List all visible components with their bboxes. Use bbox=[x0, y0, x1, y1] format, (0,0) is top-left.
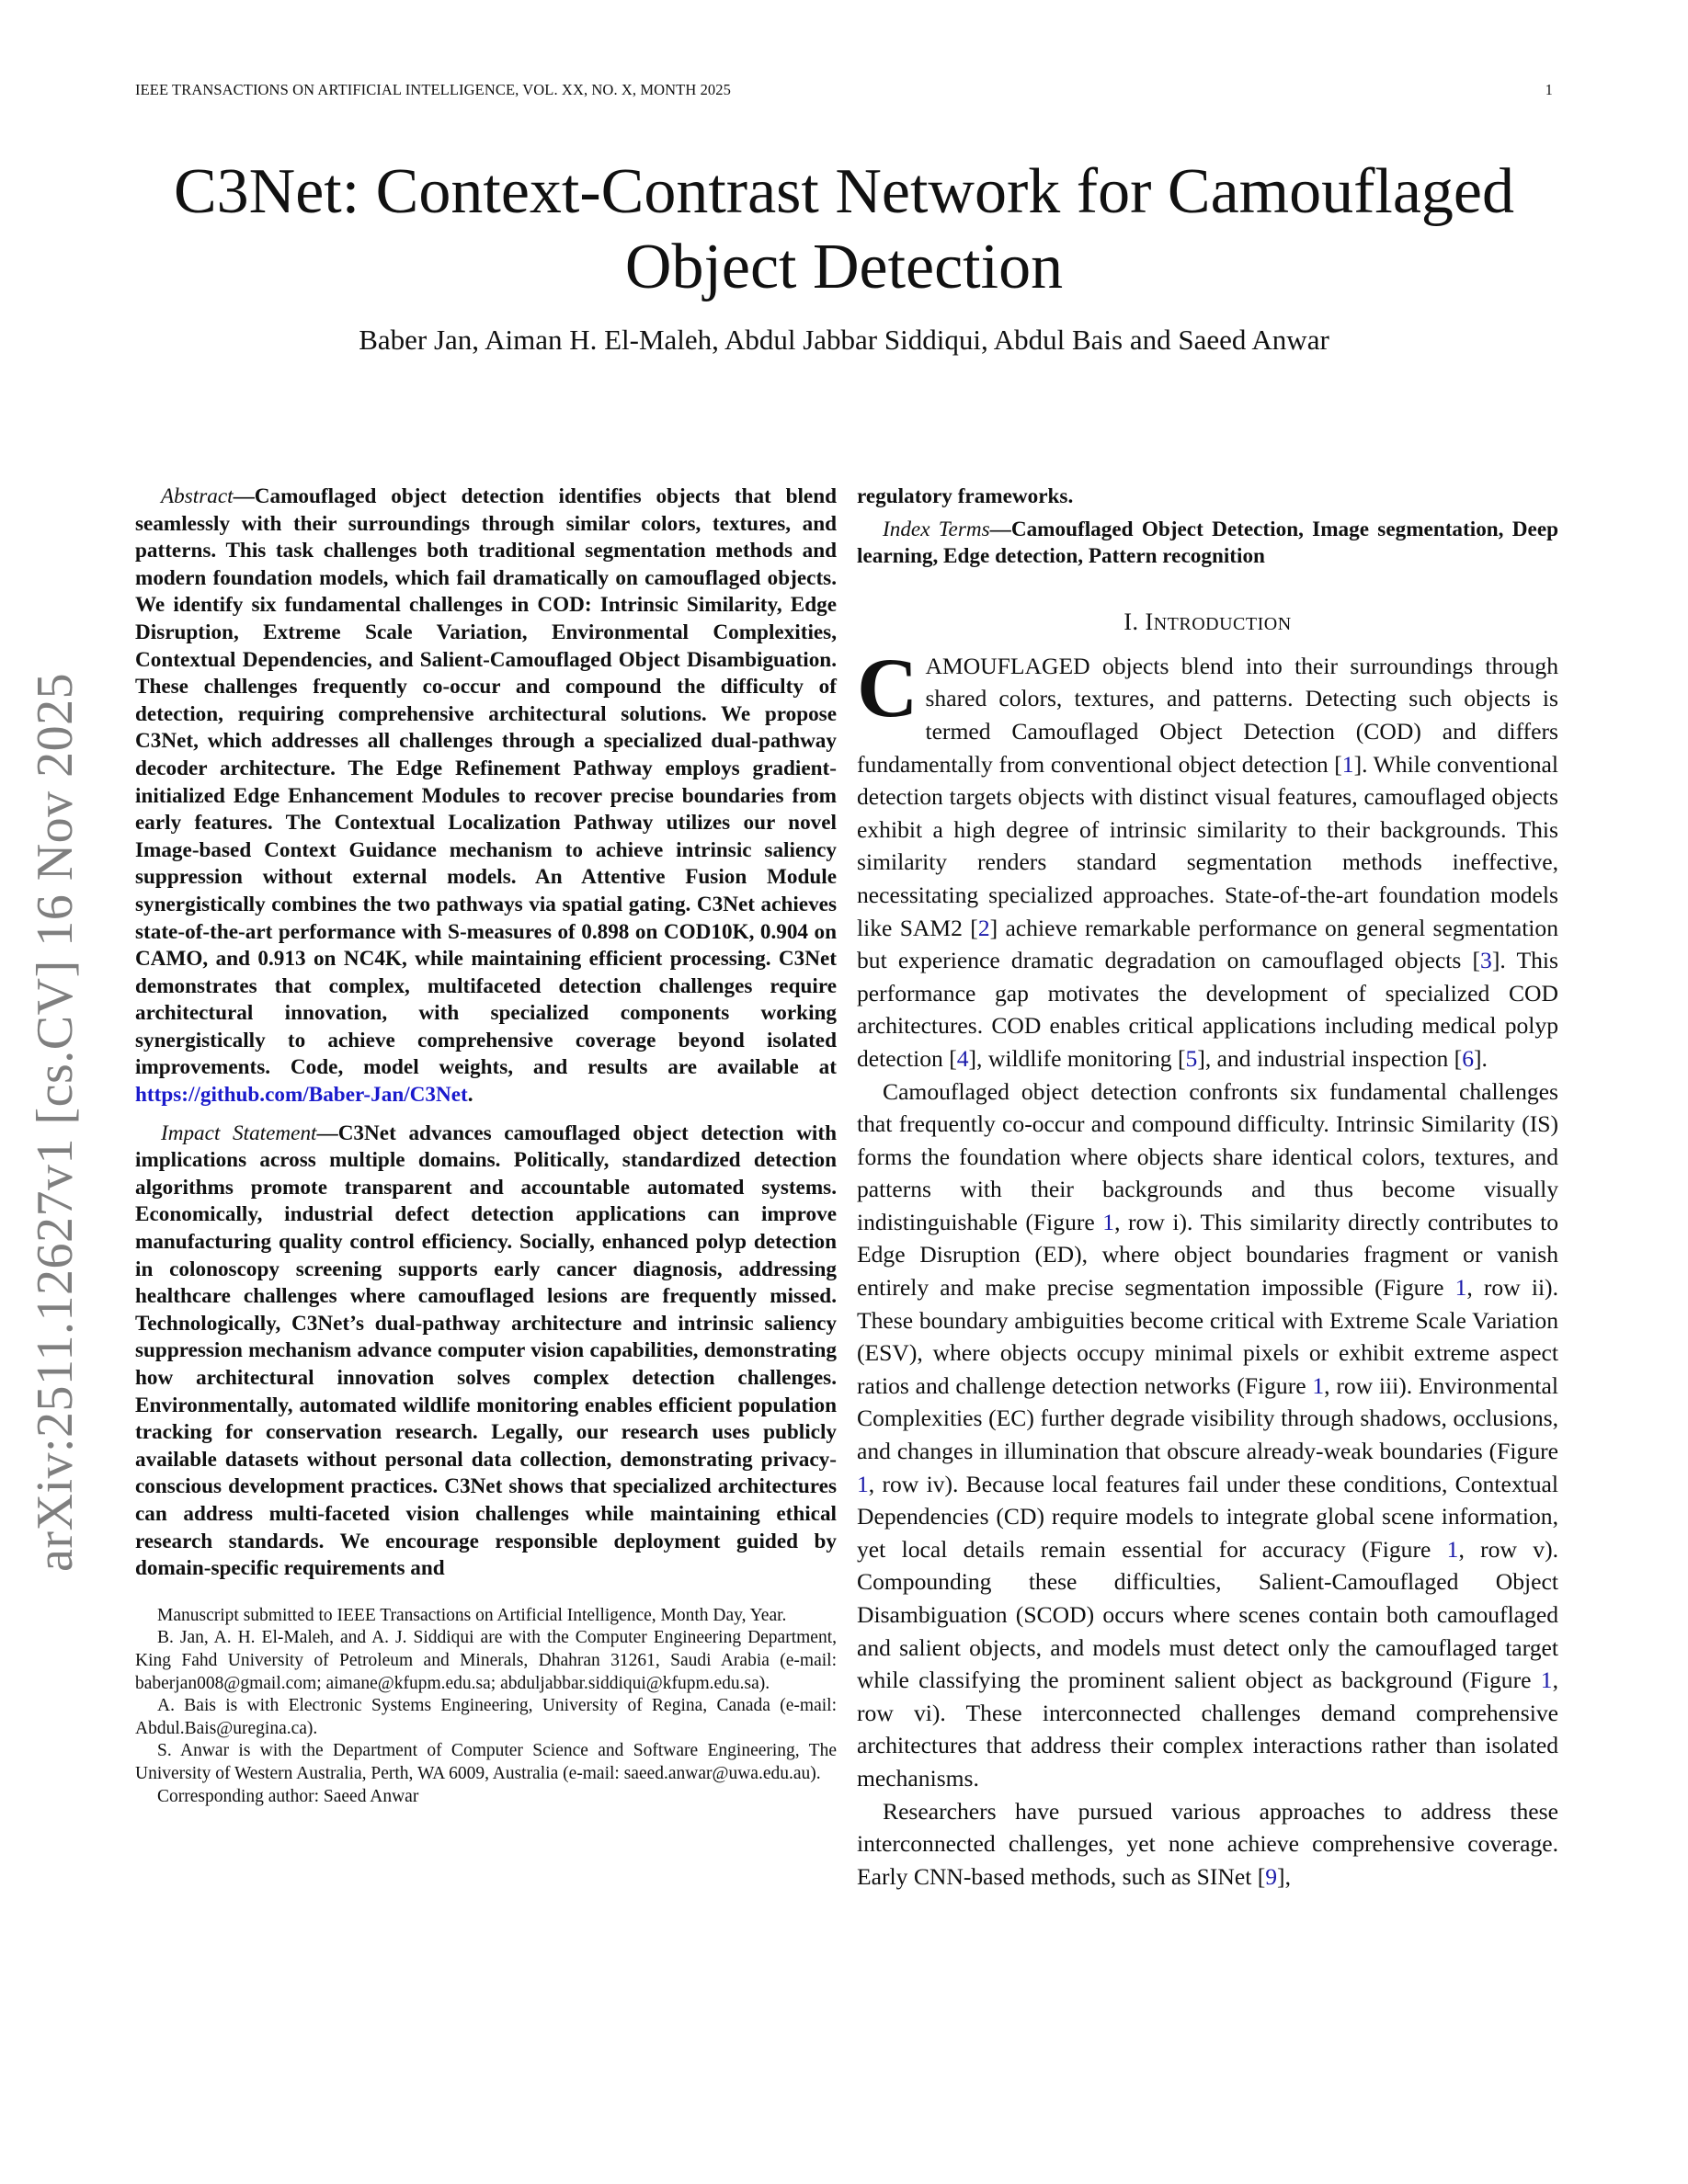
impact-dash: — bbox=[316, 1120, 338, 1145]
intro-p3-text: ], bbox=[1277, 1862, 1291, 1890]
index-terms bbox=[857, 517, 1558, 571]
impact-statement-text: C3Net advances camouflaged object detection with implications across multiple domains. Politically, standardized detection algorithms promote transparent and accountable automated systems. Economically, industrial defect detection applications can improve manufacturing quality control efficiency. Socially, enhanced polyp detection in colonoscopy screening supports early cancer diagnosis, addressing healthcare challenges where camouflaged lesions are frequently missed. Technologically, C3Net’s dual-pathway architecture and intrinsic saliency suppression mechanism advance computer vision capabilities, demonstrating how architectural innovation solves complex detection challenges. Environmentally, automated wildlife monitoring enables efficient population tracking for conservation research. Legally, our research uses publicly available datasets without personal data collection, demonstrating privacy-conscious development practices. C3Net shows that specialized architectures can address multi-faceted vision challenges while maintaining ethical research standards. We encourage responsible deployment guided by domain-specific requirements and bbox=[135, 1120, 837, 1581]
intro-lead-word: AMOUFLAGED bbox=[925, 652, 1090, 679]
intro-p2-text: , row iv). Because local features fail under these conditions, Contextual Dependencies (CD) require models to integrate global scene information, yet local details remain essential for accuracy (Figure bbox=[857, 1470, 1558, 1563]
index-terms-dash: — bbox=[989, 517, 1011, 541]
impact-statement-continuation bbox=[857, 483, 1558, 511]
citation-link[interactable]: 6 bbox=[1462, 1044, 1474, 1072]
citation-link[interactable]: 1 bbox=[1341, 750, 1354, 778]
abstract bbox=[135, 483, 837, 1109]
footnote-corresponding-author: Corresponding author: Saeed Anwar bbox=[157, 1786, 419, 1806]
section-heading-introduction bbox=[857, 606, 1558, 641]
section-heading-rest: NTRODUCTION bbox=[1153, 613, 1292, 634]
index-terms-text: Camouflaged Object Detection, Image segmentation, Deep learning, Edge detection, Pattern recognition bbox=[857, 517, 1559, 569]
intro-paragraph-1 bbox=[857, 640, 1559, 1075]
intro-p2-text: Camouflaged object detection confronts six fundamental challenges that frequently co-occur and compound difficulty. Intrinsic Similarity (IS) forms the foundation where objects share identical colors, textures, and patterns with their backgrounds and thus become visually indistinguishable (Figure bbox=[857, 1077, 1558, 1235]
introduction-body bbox=[857, 640, 1559, 1894]
citation-link[interactable]: 4 bbox=[956, 1044, 969, 1072]
intro-p3-text: Researchers have pursued various approaches to address these interconnected challenges, yet none achieve comprehensive coverage. Early CNN-based methods, such as SINet [ bbox=[857, 1797, 1558, 1890]
abstract-dash: — bbox=[233, 484, 255, 508]
footnote-affiliation-uwa: S. Anwar is with the Department of Computer Science and Software Engineering, The University of Western Australia, Perth, WA 6009, Australia (e-mail: saeed.anwar@uwa.edu.au). bbox=[135, 1741, 837, 1783]
intro-p1-text: ], wildlife monitoring [ bbox=[968, 1044, 1186, 1072]
abstract-label: Abstract bbox=[161, 484, 234, 508]
intro-p1-text: ]. This performance gap motivates the development of specialized COD architectures. COD enables critical applications including medical polyp detection [ bbox=[857, 947, 1559, 1072]
intro-paragraph-3 bbox=[857, 1795, 1558, 1894]
citation-link[interactable]: 9 bbox=[1265, 1862, 1278, 1890]
intro-p2-text: , row ii). These boundary ambiguities become critical with Extreme Scale Variation (ESV), where objects occupy minimal pixels or exhibit extreme aspect ratios and challenge detection networks (Figure bbox=[857, 1274, 1558, 1399]
impact-statement-label: Impact Statement bbox=[161, 1120, 317, 1145]
section-heading-initial: I bbox=[1145, 608, 1154, 635]
figure-reference-link[interactable]: 1 bbox=[1312, 1371, 1325, 1399]
author-footnotes bbox=[135, 1605, 837, 1808]
intro-p2-text: , row i). This similarity directly contributes to Edge Disruption (ED), where object boundaries fragment or vanish entirely and make precise segmentation impossible (Figure bbox=[857, 1208, 1558, 1302]
intro-p1-text: ]. While conventional detection targets objects with distinct visual features, camouflaged objects exhibit a high degree of intrinsic similarity to their backgrounds. This similarity renders standard segmentation methods ineffective, necessitating specialized approaches. State-of-the-art foundation models like SAM2 [ bbox=[857, 750, 1559, 941]
intro-p2-text: , row vi). These interconnected challenges demand comprehensive architectures that address their complex interactions rather than isolated mechanisms. bbox=[857, 1666, 1558, 1792]
footnote-affiliation-kfupm: B. Jan, A. H. El-Maleh, and A. J. Siddiqui are with the Computer Engineering Department, King Fahd University of Petroleum and Minerals, Dhahran 31261, Saudi Arabia (e-mail: baberjan008@gmail.com; aimane@kfupm.edu.sa; abduljabbar.siddiqui@kfupm.edu.sa). bbox=[135, 1628, 837, 1693]
author-list: Baber Jan, Aiman H. El-Maleh, Abdul Jabbar Siddiqui, Abdul Bais and Saeed Anwar bbox=[359, 324, 1329, 356]
index-terms-label: Index Terms bbox=[883, 517, 990, 541]
code-repository-link[interactable]: https://github.com/Baber-Jan/C3Net bbox=[135, 1083, 468, 1108]
journal-running-title: IEEE TRANSACTIONS ON ARTIFICIAL INTELLIGENCE, VOL. XX, NO. X, MONTH 2025 bbox=[135, 81, 731, 98]
figure-reference-link[interactable]: 1 bbox=[1540, 1666, 1553, 1694]
left-column bbox=[135, 483, 837, 1808]
arxiv-identifier-stamp: arXiv:2511.12627v1 [cs.CV] 16 Nov 2025 bbox=[27, 672, 84, 1572]
paper-title bbox=[129, 154, 1559, 305]
intro-p1-text: ]. bbox=[1474, 1044, 1488, 1072]
intro-paragraph-2 bbox=[857, 1075, 1558, 1795]
page-number: 1 bbox=[1545, 81, 1553, 98]
intro-p2-text: , row iii). Environmental Complexities (EC) further degrade visibility through shadows, occlusions, and changes in illumination that obscure already-weak boundaries (Figure bbox=[857, 1371, 1558, 1465]
figure-reference-link[interactable]: 1 bbox=[857, 1470, 869, 1497]
right-column bbox=[857, 483, 1558, 1893]
abstract-text: Camouflaged object detection identifies objects that blend seamlessly with their surroundings through similar colors, textures, and patterns. This task challenges both traditional segmentation methods and modern foundation models, which fail dramatically on camouflaged objects. We identify six fundamental challenges in COD: Intrinsic Similarity, Edge Disruption, Extreme Scale Variation, Environmental Complexities, Contextual Dependencies, and Salient-Camouflaged Object Disambiguation. These challenges frequently co-occur and compound the difficulty of detection, requiring comprehensive architectural solutions. We propose C3Net, which addresses all challenges through a specialized dual-pathway decoder architecture. The Edge Refinement Pathway employs gradient-initialized Edge Enhancement Modules to recover precise boundaries from early features. The Contextual Localization Pathway utilizes our novel Image-based Context Guidance mechanism to achieve intrinsic saliency suppression without external models. An Attentive Fusion Module synergistically combines the two pathways via spatial gating. C3Net achieves state-of-the-art performance with S-measures of 0.898 on COD10K, 0.904 on CAMO, and 0.913 on NC4K, while maintaining efficient processing. C3Net demonstrates that complex, multifaceted detection challenges require architectural innovation, with specialized components working synergistically to achieve comprehensive coverage beyond isolated improvements. Code, model weights, and results are available at bbox=[135, 484, 837, 1080]
abstract-end: . bbox=[467, 1083, 473, 1108]
intro-p1-text: ] achieve remarkable performance on general segmentation but experience dramatic degradation on camouflaged objects [ bbox=[857, 914, 1559, 974]
title-line-2: Object Detection bbox=[624, 232, 1064, 302]
citation-link[interactable]: 5 bbox=[1185, 1044, 1198, 1072]
impact-continuation-text: regulatory frameworks. bbox=[857, 484, 1074, 508]
footnote-submission: Manuscript submitted to IEEE Transactions on Artificial Intelligence, Month Day, Year. bbox=[157, 1605, 787, 1625]
running-header bbox=[135, 81, 1553, 99]
drop-cap: C bbox=[857, 640, 918, 734]
citation-link[interactable]: 3 bbox=[1480, 947, 1492, 974]
title-line-1: C3Net: Context-Contrast Network for Camouflaged bbox=[173, 156, 1515, 227]
section-numeral: I. bbox=[1123, 608, 1146, 635]
intro-p2-text: , row v). Compounding these difficulties, Salient-Camouflaged Object Disambiguation (SCOD) occurs where scenes contain both camouflaged and salient objects, and models must detect only the camouflaged target while classifying the prominent salient object as background (Figure bbox=[857, 1535, 1558, 1694]
footnote-affiliation-regina: A. Bais is with Electronic Systems Engineering, University of Regina, Canada (e-mail: Abdul.Bais@uregina.ca). bbox=[135, 1696, 837, 1738]
citation-link[interactable]: 2 bbox=[977, 914, 990, 941]
figure-reference-link[interactable]: 1 bbox=[1454, 1274, 1467, 1302]
intro-p1-text: objects blend into their surroundings through shared colors, textures, and patterns. Detecting such objects is termed Camouflaged Object Detection (COD) and differs fundamentally from conventional object detection [ bbox=[857, 652, 1558, 778]
figure-reference-link[interactable]: 1 bbox=[1102, 1208, 1115, 1235]
figure-reference-link[interactable]: 1 bbox=[1446, 1535, 1459, 1563]
impact-statement bbox=[135, 1120, 837, 1583]
intro-p1-text: ], and industrial inspection [ bbox=[1197, 1044, 1463, 1072]
